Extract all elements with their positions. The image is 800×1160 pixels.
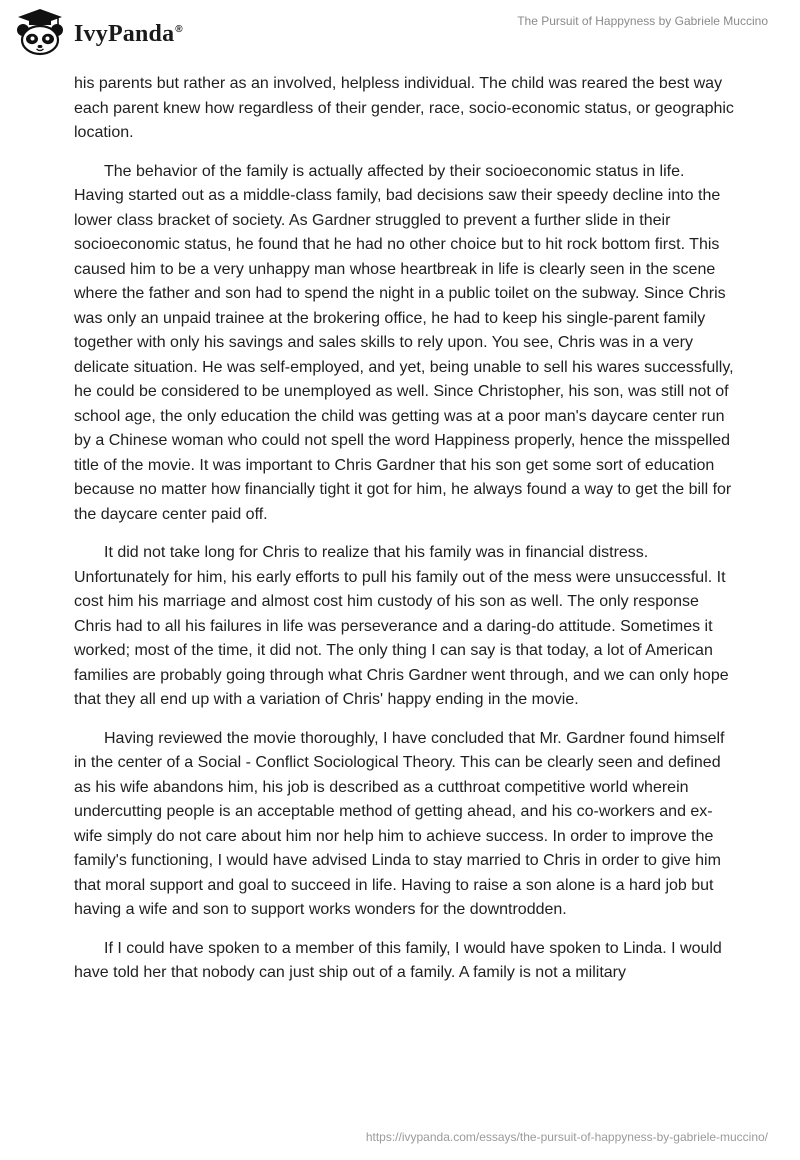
paragraph-5: If I could have spoken to a member of this family, I would have spoken to Linda. I would have told her that nobody can just ship out of a family. A family is not a military: [74, 939, 722, 981]
paragraph-2: The behavior of the family is actually affected by their socioeconomic status in life. Having started out as a middle-class family, bad decisions saw their speedy decline into the lower class bracket of society. As Gardner struggled to prevent a further slide in their socioeconomic status, he found that he had no other choice but to hit rock bottom first. This caused him to be a very unhappy man whose heartbreak in life is clearly seen in the scene where the father and son had to spend the night in a public toilet on the subway. Since Chris was only an unpaid trainee at the brokering office, he had to keep his single-parent family together with only his savings and sales skills to rely upon. You see, Chris was in a very delicate situation. He was self-employed, and yet, being unable to sell his wares successfully, he could be considered to be unemployed as well. Since Christopher, his son, was still not of school age, the only education the child was getting was at a poor man's daycare center run by a Chinese woman who could not spell the word Happiness properly, hence the misspelled title of the movie. It was important to Chris Gardner that his son get some sort of education because no matter how financially tight it got for him, he always found a way to get the bill for the daycare center paid off.: [74, 162, 734, 523]
paragraph-4: Having reviewed the movie thoroughly, I have concluded that Mr. Gardner found himself in the center of a Social - Conflict Sociological Theory. This can be clearly seen and defined as his wife abandons him, his job is described as a cutthroat competitive world wherein undercutting people is an acceptable method of getting ahead, and his co-workers and ex-wife simply do not care about him nor help him to achieve success. In order to improve the family's functioning, I would have advised Linda to stay married to Chris in order to give him that moral support and goal to succeed in life. Having to raise a son alone is a hard job but having a wife and son to support works wonders for the downtrodden.: [74, 729, 725, 918]
page-header: [0, 0, 800, 64]
paragraph-3: It did not take long for Chris to realize that his family was in financial distress. Unfortunately for him, his early efforts to pull his family out of the mess were unsuccessful. It cost him his marriage and almost cost him custody of his son as well. The only response Chris had to all his failures in life was perseverance and a daring-do attitude. Sometimes it worked; most of the time, it did not. The only thing I can say is that today, a lot of American families are probably going through what Chris Gardner went through, and we can only hope that they all end up with a variation of Chris' happy ending in the movie.: [74, 544, 729, 708]
essay-body: [74, 72, 734, 1000]
logo-wordmark: IvyPanda®: [74, 20, 183, 47]
document-title: The Pursuit of Happyness by Gabriele Muccino: [517, 14, 768, 28]
source-url-link[interactable]: https://ivypanda.com/essays/the-pursuit-of-happyness-by-gabriele-muccino/: [365, 1130, 768, 1144]
registered-mark: ®: [175, 23, 183, 35]
paragraph-1: his parents but rather as an involved, helpless individual. The child was reared the best way each parent knew how regardless of their gender, race, socio-economic status, or geographic location.: [74, 75, 734, 141]
ivypanda-logo[interactable]: [14, 8, 183, 56]
panda-graduate-icon: [14, 8, 66, 56]
